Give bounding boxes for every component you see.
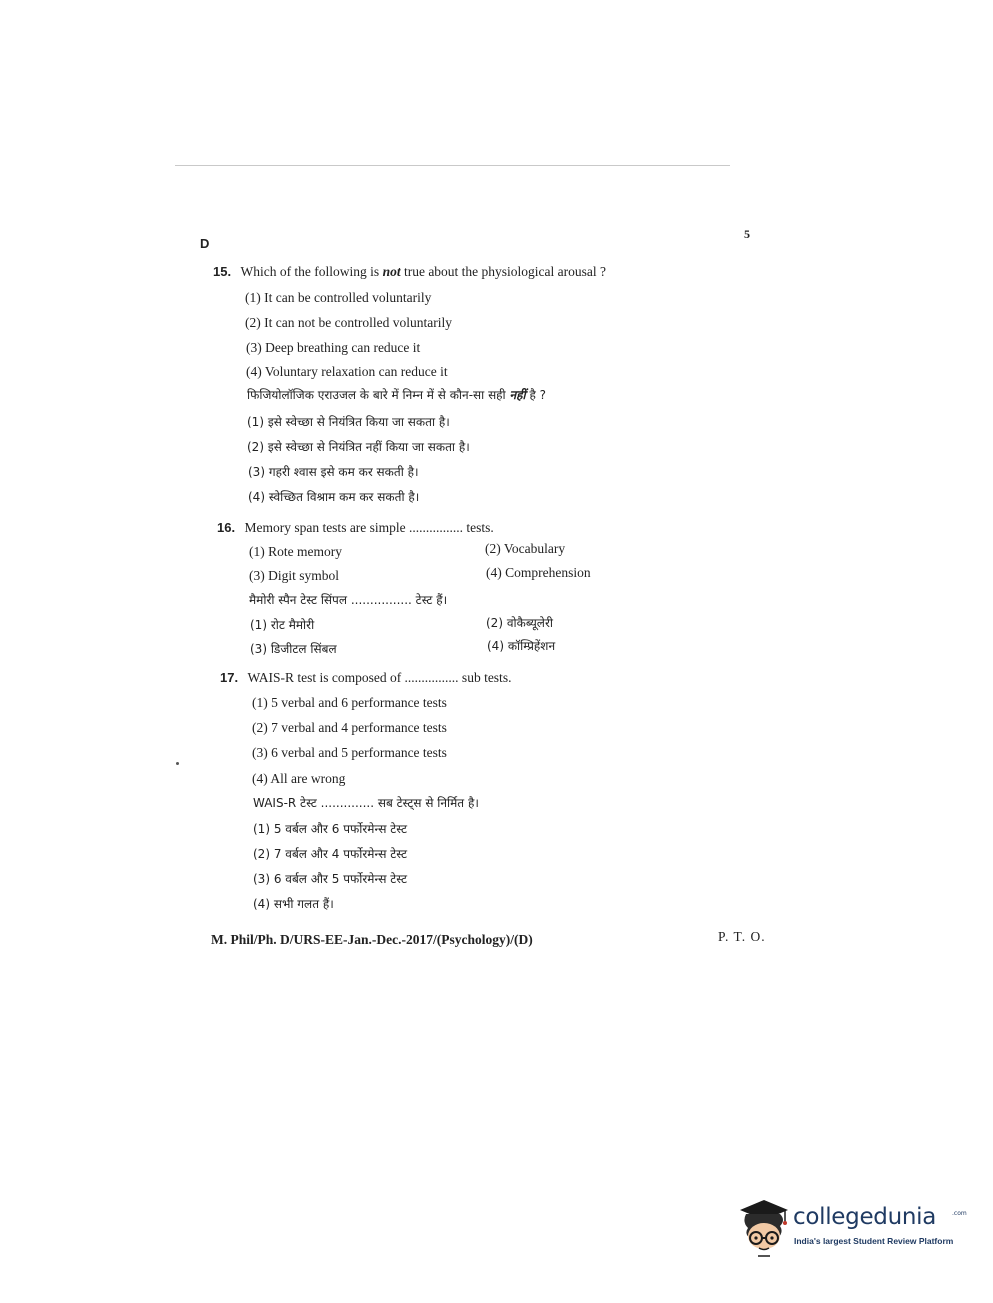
question-text-en: Memory span tests are simple ................ tests.: [244, 520, 494, 535]
option: (1) Rote memory: [249, 544, 342, 559]
option-hi: (1) 5 वर्बल और 6 पर्फोरमेन्स टेस्ट: [253, 822, 408, 836]
option-hi: (3) डिजीटल सिंबल: [250, 642, 337, 656]
brand-domain-suffix: .com: [952, 1210, 967, 1217]
question-text-en: Which of the following is not true about the physiological arousal ?: [240, 264, 607, 279]
top-divider: [175, 165, 730, 166]
option-hi: (4) कॉम्प्रिहेंशन: [487, 639, 556, 653]
set-code: D: [200, 236, 210, 251]
brand-tagline: India's largest Student Review Platform: [794, 1236, 954, 1246]
option: (2) Vocabulary: [485, 541, 566, 556]
question-number: 17.: [220, 670, 239, 685]
page-number: 5: [744, 227, 750, 241]
student-mascot-icon: [738, 1196, 790, 1258]
question-text-hi: WAIS-R टेस्ट .............. सब टेस्ट्स से निर्मित है।: [253, 796, 479, 810]
question-text-en: WAIS-R test is composed of ................ sub tests.: [247, 670, 512, 685]
option: (3) Digit symbol: [249, 568, 340, 583]
emphasis-not: not: [382, 264, 401, 279]
option-hi: (2) 7 वर्बल और 4 पर्फोरमेन्स टेस्ट: [253, 847, 408, 861]
collegedunia-watermark: [738, 1196, 967, 1262]
option-hi: (2) इसे स्वेच्छा से नियंत्रित नहीं किया जा सकता है।: [247, 440, 470, 454]
option-hi: (4) सभी गलत हैं।: [253, 897, 334, 911]
option: (2) It can not be controlled voluntarily: [245, 315, 452, 330]
question-17: [220, 670, 511, 686]
question-number: 16.: [217, 520, 236, 535]
option-hi: (3) गहरी श्वास इसे कम कर सकती है।: [248, 465, 419, 479]
option: (1) 5 verbal and 6 performance tests: [252, 695, 447, 710]
question-16: [217, 520, 494, 536]
question-15: [213, 264, 606, 280]
option: (4) Voluntary relaxation can reduce it: [246, 364, 448, 379]
option: (1) It can be controlled voluntarily: [245, 290, 432, 305]
scan-speck: [176, 762, 179, 765]
option: (4) Comprehension: [486, 565, 591, 580]
question-number: 15.: [213, 264, 232, 279]
option: (3) Deep breathing can reduce it: [246, 340, 421, 355]
option-hi: (3) 6 वर्बल और 5 पर्फोरमेन्स टेस्ट: [253, 872, 408, 886]
paper-code: M. Phil/Ph. D/URS-EE-Jan.-Dec.-2017/(Psychology)/(D): [211, 932, 533, 947]
question-text-hi: मैमोरी स्पैन टेस्ट सिंपल ................ टेस्ट हैं।: [249, 593, 448, 607]
option: (2) 7 verbal and 4 performance tests: [252, 720, 447, 735]
option-hi: (1) रोट मैमोरी: [250, 618, 315, 632]
option-hi: (4) स्वेच्छित विश्राम कम कर सकती है।: [248, 490, 420, 504]
option-hi: (1) इसे स्वेच्छा से नियंत्रित किया जा सकता है।: [247, 415, 450, 429]
option: (3) 6 verbal and 5 performance tests: [252, 745, 447, 760]
option-hi: (2) वोकैब्यूलेरी: [486, 616, 553, 630]
option: (4) All are wrong: [252, 771, 346, 786]
question-text-hi: फिजियोलॉजिक एराउजल के बारे में निम्न में से कौन-सा सही नहीं है ?: [247, 388, 546, 402]
brand-name: collegedunia: [793, 1204, 937, 1230]
pto-label: P. T. O.: [718, 929, 766, 944]
